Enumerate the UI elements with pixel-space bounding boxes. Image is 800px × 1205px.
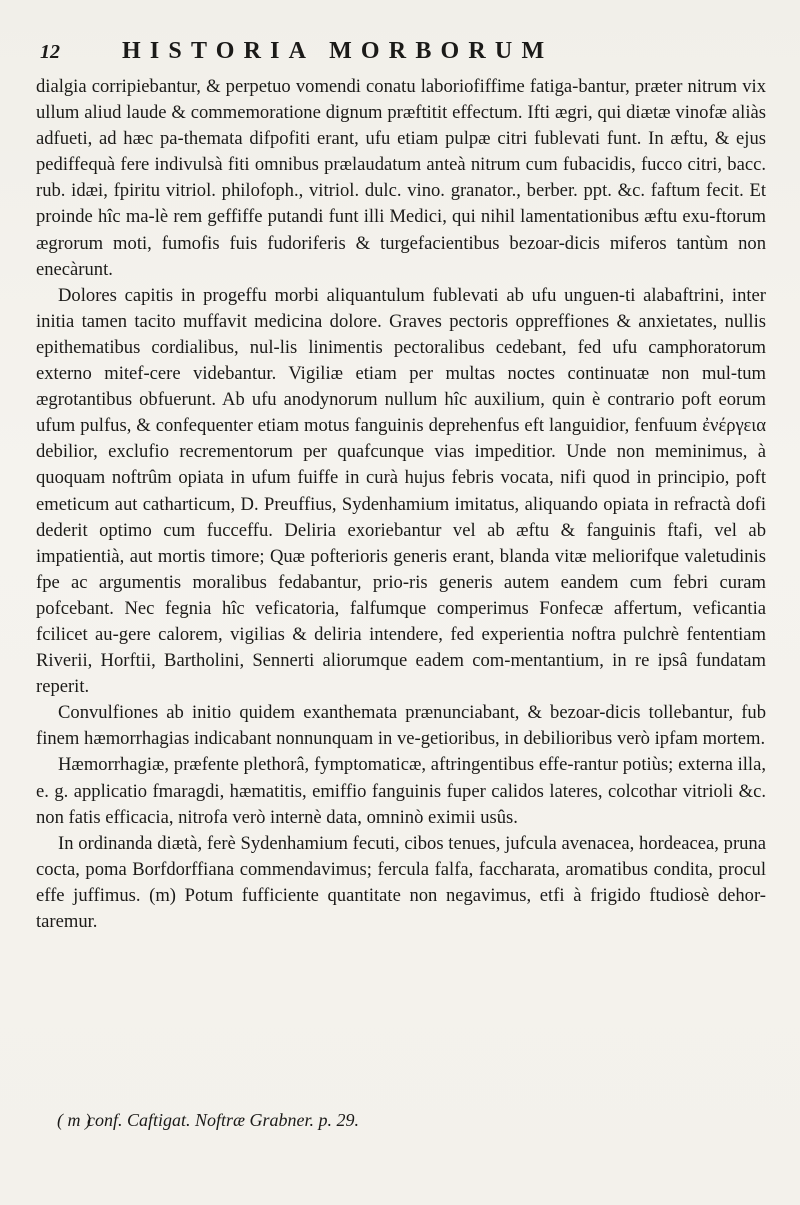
footnote-text: conf. Caftigat. Noftræ Grabner. p. 29. [87, 1110, 360, 1130]
running-head: HISTORIA MORBORUM [122, 38, 554, 64]
footnote-mark: ( m ) [57, 1110, 91, 1130]
page-number: 12 [40, 41, 60, 63]
paragraph: In ordinanda diætà, ferè Sydenhamium fecuti, cibos tenues, jufcula avenacea, hordeacea, pruna coctа, poma Borfdorffiana commendavimus; fercula falfa, faccharata, aromatibus condita, procul effe juffimus. (m) Potum fufficiente quantitate non negavimus, etfi à frigido ftudiosè dehor-taremur. [36, 832, 766, 932]
main-text [36, 74, 766, 935]
paragraph: Dolores capitis in progeffu morbi aliquantulum fublevati ab ufu unguen-ti alabaftrini, inter initia tamen tacito muffavit medicina dolore. Graves pectoris oppreffiones & anxietates, nullis epithematibus cordialibus, nul-lis linimentis pectoralibus cedebant, fed ufu camphoratorum externo mitef-cere videbantur. Vigiliæ etiam per multas noctes continuatæ non mul-tum ægrotantibus obfuerunt. Ab ufu anodynorum nullum hîc auxilium, quin è contrario poft eorum ufum pulfus, & confequenter etiam motus fanguinis deprehenfus eft languidior, fenfuum ἐνέργεια debilior, exclufio recrementorum per quafcunque vias impeditior. Unde non meminimus, à quoquam noftrûm opiata in ufum fuiffe in curà hujus febris vocata, nifi quod in principio, poft emeticum aut catharticum, D. Preuffius, Sydenhamium imitatus, aliquando opiata in refractà dofi dederit optimo cum fucceffu. Deliria exoriebantur vel ab æftu & fanguinis ftafi, vel ab impatientià, aut mortis timore; Quæ pofterioris generis erant, blanda vitæ meliorifque valetudinis fpe ac argumentis moralibus fedabantur, prio-ris generis autem eandem cum febri curam pofcebant. Nec fegnia hîc veficatoria, falfumque comperimus Fonfecæ affertum, veficantia fcilicet au-gere calorem, vigilias & deliria intendere, fed experientia noftra pulchrè fententiam Riverii, Horftii, Bartholini, Sennerti aliorumque eadem com-mentantium, in re ipsâ fundatam reperit. [36, 284, 766, 698]
paragraph: Hæmorrhagiæ, præfente plethorâ, fymptomaticæ, aftringentibus effe-rantur potiùs; externa illa, e. g. applicatio fmaragdi, hæmatitis, emiffio fanguinis fuper calidos lateres, colcothar vitrioli &c. non fatis efficacia, nitrofa verò internè data, omninò eximii usûs. [36, 754, 766, 828]
page-header [36, 38, 766, 68]
paragraph: Convulfiones ab initio quidem exanthemata prænunciabant, & bezoar-dicis tollebantur, fub finem hæmorrhagias indicabant nonnunquam in ve-getioribus, in debilioribus verò ipfam mortem. [36, 702, 766, 750]
paragraph: dialgia corripiebantur, & perpetuo vomendi conatu laboriofiffime fatiga-bantur, præter nitrum vix ullum aliud laude & commemoratione dignum præftitit effectum. Ifti ægri, qui diætæ vinofæ aliàs adfueti, ad hæc pa-themata difpofiti erant, ufu etiam pulpæ citri fublevati funt. In æftu, & ejus pediffequà fere indivulsà fiti omnibus prælaudatum anteà nitrum cum fubacidis, fucco citri, bacc. rub. idæi, fpiritu vitriol. philofoph., vitriol. dulc. vino. granator., berber. ppt. &c. faftum fecit. Et proinde hîc ma-lè rem geffiffe putandi funt illi Medici, qui nihil lamentationibus æftu exu-ftorum ægrorum moti, fumofis fuis fudoriferis & turgefacientibus bezoar-dicis miferos tantùm non enecàrunt. [36, 76, 766, 280]
